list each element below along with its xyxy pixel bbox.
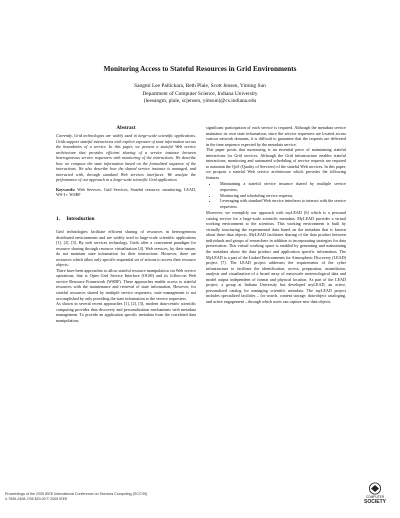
abstract-heading: Abstract [116, 125, 136, 131]
footer-line-2: 0-7695-2408-7/05 $20.00 © 2005 IEEE [5, 497, 68, 501]
keywords [56, 187, 196, 198]
author-names: Sangmi Lee Pallickara, Beth Plale, Scott Jensen, Yiming Sun [134, 83, 266, 89]
list-item: • Monitoring and scheduling service requests, [218, 193, 346, 199]
intro-paragraph-2: There have been approaches to allow stateful resource manipulation via Web service operations; that is Open Grid Service Interface (OGSI) and its follow-on Web service Resource Framework (WSRF). These approaches enable access to stateful resources with the maintenance and retrieval of state information. However, for stateful resources shared by multiple service requesters, state management is not accomplished by only providing the state information to the service requesters. [56, 267, 196, 301]
right-paragraph-1: significant participation of each service is required. Although the metadata service maintains its own state information, since the service requesters are located across various network domains, it is difficult to guarantee that the requests are delivered in the time sequence expected by the metadata service. [206, 125, 346, 147]
list-item: • Leveraging with standard Web service interfaces to interact with the service requesters. [218, 198, 346, 209]
author-affiliation: Department of Computer Science, Indiana University [142, 90, 258, 97]
right-paragraph-2: This paper posits that monitoring is an essential piece of maintaining stateful interactions for Grid services. Although the Grid infrastructure enables stateful interactions, monitoring and automated scheduling of service requests are required to maintain the QoS (Quality of Services) of the stateful Web services. In this paper, we propose a stateful Web service architecture which provides the following features. [206, 147, 346, 180]
keywords-label: Keywords: [56, 186, 76, 192]
paper-title: Monitoring Access to Stateful Resources in Grid Environments [103, 65, 297, 73]
left-column [56, 125, 196, 323]
right-paragraph-3: Moreover, we exemplify our approach with myLEAD [6] which is a personal catalog service for a large-scale scientific metadata. MyLEAD provides a virtual working environment to the scientists. This working environment is built by virtually structuring the experimental data based on the metadata that is known about these data objects. MyLEAD facilitates sharing of the data product between individuals and groups of researchers in addition to incorporating strategies for data preservation. This virtual working space is enabled by generating and maintaining the metadata about the data product and application specific information. The MyLEAD is a part of the Linked Environments for Atmospheric Discovery (LEAD) project [7]. The LEAD project addresses the requirements of the cyber infrastructure to facilitate the identification, access, preparation, assimilation, analysis and visualization of a broad array of mesoscale meteorological data and model output independent of format and physical location. As part of the LEAD project, a group at Indiana University has developed myLEAD, an active, personalized catalog for managing scientific metadata. The myLEAD project includes specialized facilities – for search, content storage, data-object cataloging, and active engagement – through which users can capture new data objects. [206, 210, 346, 304]
author-emails: (leesangm, plale, scjensen, yimsun)@cs.indiana.edu [143, 98, 257, 105]
intro-paragraph-1: Grid technologies facilitate efficient sharing of resources in heterogeneous distributed environments and are widely used in large-scale scientific applications [1], [2], [3]. By web services technology, Grids offer a convenient paradigm for resource sharing through resource virtualization [4]. Web services, by their nature, do not maintain state information for their interactions. However, there are resources which allow only specific sequential set of actions to access their resource objects. [56, 229, 196, 268]
logo-text-society: SOCIETY [364, 499, 386, 505]
logo-text-computer: COMPUTER [365, 495, 385, 499]
section-heading-introduction: 1. Introduction [56, 216, 95, 223]
feature-list [206, 181, 346, 209]
proceedings-footer [5, 492, 147, 502]
right-column [206, 125, 346, 305]
abstract-text: Currently, Grid technologies are widely used in large-scale scientific applications. Grids support stateful interactions with explicit exposure of state information across the boundaries of a service. In this paper, we present a stateful Web service architecture that provides efficient sharing of a service instance between heterogeneous service requesters with monitoring of the interactions. We describe how we compose the state information based on the formalized sequence of the interactions. We also describe how the shared service instance is managed, and interacted with, through standard Web services interfaces. We analyze the performance of our approach in a large-scale scientific Grid application. [56, 133, 196, 183]
list-item: • Maintaining a stateful service instance shared by multiple service requesters, [218, 181, 346, 192]
author-block [40, 83, 360, 106]
footer-line-1: Proceedings of the 2005 IEEE International Conference on Services Computing (SCC'05) [5, 492, 148, 496]
computer-society-logo [360, 482, 390, 505]
keywords-text: Web Services, Grid Services, Stateful resource, monitoring, LEAD, WS-I+, WSRF [56, 186, 196, 198]
intro-paragraph-3: As shown in several recent approaches [1], [2], [3], modern data-centric scientific computing provides data discovery and personalization mechanisms with metadata management. To provide an application specific metadata from the correlated data manipulation, [56, 301, 196, 323]
computer-society-emblem-icon [367, 482, 383, 495]
